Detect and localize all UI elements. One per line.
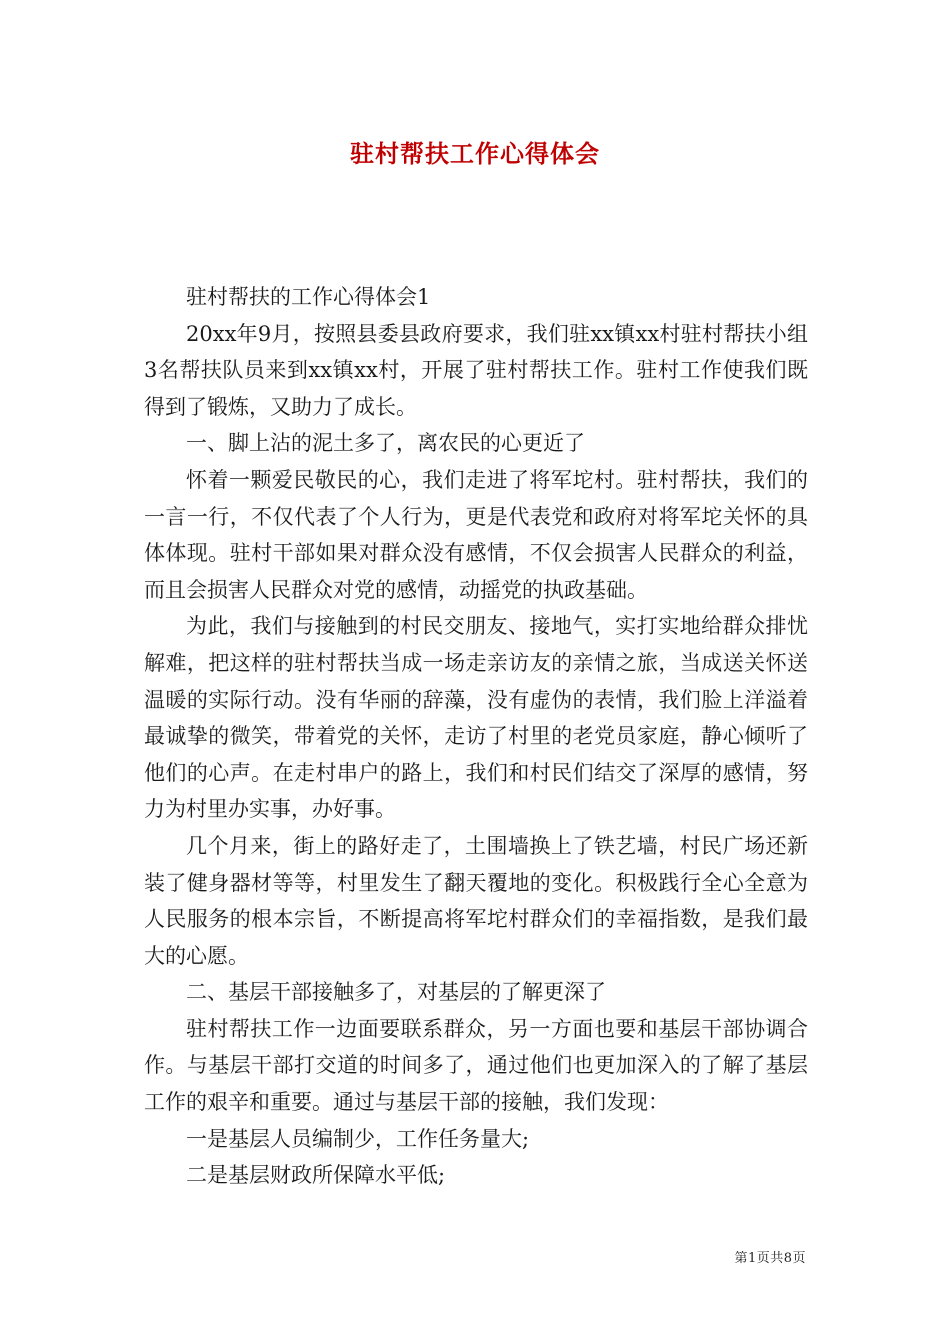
paragraph: 怀着一颗爱民敬民的心，我们走进了将军坨村。驻村帮扶，我们的一言一行，不仅代表了个人行为，更是代表党和政府对将军坨关怀的具体体现。驻村干部如果对群众没有感情，不仅会损害人民群众的利益，而且会损害人民群众对党的感情，动摇党的执政基础。 — [144, 467, 808, 602]
paragraph: 驻村帮扶工作一边面要联系群众，另一方面也要和基层干部协调合作。与基层干部打交道的时间多了，通过他们也更加深入的了解了基层工作的艰辛和重要。通过与基层干部的接触，我们发现： — [144, 1016, 808, 1115]
page-number: 第1页共8页 — [734, 1251, 806, 1266]
subsection-heading: 二、基层干部接触多了，对基层的了解更深了 — [186, 980, 606, 1005]
list-item: 二是基层财政所保障水平低; — [186, 1163, 446, 1188]
section-heading: 驻村帮扶的工作心得体会1 — [186, 285, 431, 309]
paragraph: 为此，我们与接触到的村民交朋友、接地气，实打实地给群众排忧解难，把这样的驻村帮扶当成一场走亲访友的亲情之旅，当成送关怀送温暖的实际行动。没有华丽的辞藻，没有虚伪的表情，我们脸上洋溢着最诚挚的微笑，带着党的关怀，走访了村里的老党员家庭，静心倾听了他们的心声。在走村串户的路上，我们和村民们结交了深厚的感情，努力为村里办实事，办好事。 — [144, 614, 808, 822]
subsection-heading: 一、脚上沾的泥土多了，离农民的心更近了 — [186, 431, 585, 456]
document-body — [144, 279, 808, 1194]
paragraph: 20xx年9月，按照县委县政府要求，我们驻xx镇xx村驻村帮扶小组3名帮扶队员来到xx镇xx村，开展了驻村帮扶工作。驻村工作使我们既得到了锻炼，又助力了成长。 — [144, 321, 808, 419]
list-item: 一是基层人员编制少，工作任务量大; — [186, 1126, 530, 1151]
document-title: 驻村帮扶工作心得体会 — [350, 139, 600, 168]
paragraph: 几个月来，街上的路好走了，土围墙换上了铁艺墙，村民广场还新装了健身器材等等，村里发生了翻天覆地的变化。积极践行全心全意为人民服务的根本宗旨，不断提高将军坨村群众们的幸福指数，是我们最大的心愿。 — [144, 833, 808, 968]
